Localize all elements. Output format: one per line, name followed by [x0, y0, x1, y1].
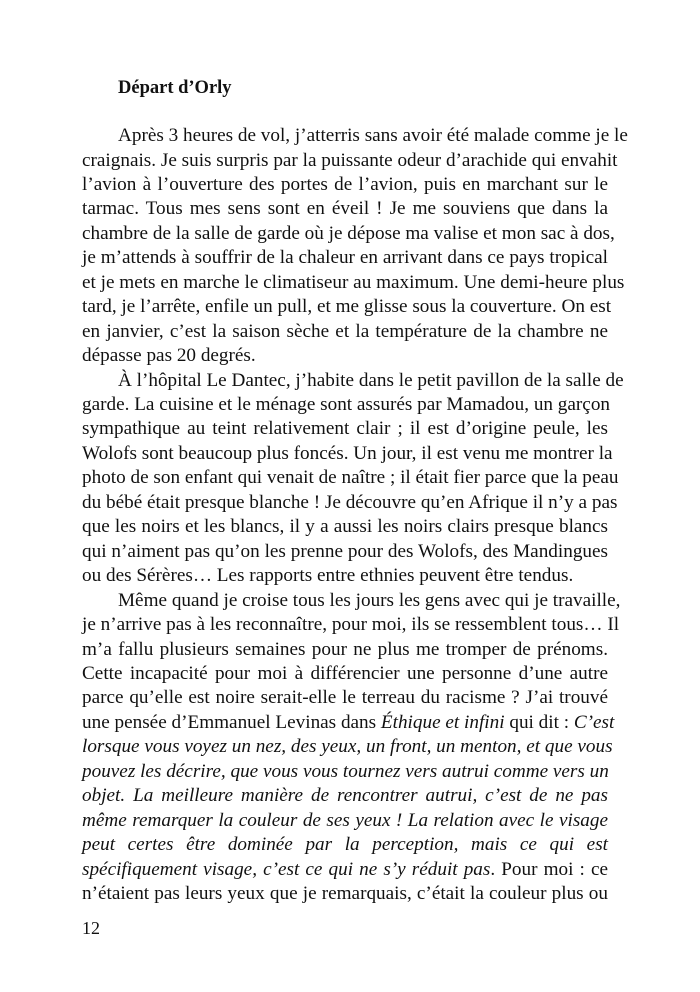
text-line: parce qu’elle est noire serait-elle le terreau du racisme ? J’ai trouvé [82, 687, 608, 709]
page-number: 12 [82, 918, 100, 938]
text-line: n’étaient pas leurs yeux que je remarquais, c’était la couleur plus ou [82, 883, 608, 904]
text-line: que les noirs et les blancs, il y a aussi les noirs clairs presque blancs [82, 516, 608, 538]
text-line: en janvier, c’est la saison sèche et la température de la chambre ne [82, 320, 608, 342]
text-line: craignais. Je suis surpris par la puissante odeur d’arachide qui envahit [82, 149, 618, 171]
text-line: je n’arrive pas à les reconnaître, pour moi, ils se ressemblent tous… Il [82, 614, 620, 635]
text-line: qui n’aiment pas qu’on les prenne pour des Wolofs, des Mandingues [82, 540, 608, 562]
text-line: une pensée d’Emmanuel Levinas dans Éthique et infini qui dit : C’est [82, 711, 615, 733]
text-line: sympathique au teint relativement clair ; il est d’origine peule, les [82, 418, 608, 440]
quote-line: pouvez les décrire, que vous vous tournez vers autrui comme vers un [82, 760, 609, 782]
text-line: Après 3 heures de vol, j’atterris sans avoir été malade comme je le [118, 125, 628, 146]
text-line: et je mets en marche le climatiseur au maximum. Une demi-heure plus [82, 271, 625, 293]
quote-line: objet. La meilleure manière de rencontrer autrui, c’est de ne pas [82, 785, 608, 807]
quote-line: lorsque vous voyez un nez, des yeux, un front, un menton, et que vous [82, 736, 613, 758]
text-line: tard, je l’arrête, enfile un pull, et me glisse sous la couverture. On est [82, 296, 612, 318]
text-line: spécifiquement visage, c’est ce qui ne s’y réduit pas. Pour moi : ce [82, 858, 608, 880]
text-line: Wolofs sont beaucoup plus foncés. Un jour, il est venu me montrer la [82, 442, 613, 464]
text-line: photo de son enfant qui venait de naître ; il était fier parce que la peau [82, 467, 619, 489]
quote-line: même remarquer la couleur de ses yeux ! La relation avec le visage [82, 809, 608, 831]
text-line: Même quand je croise tous les jours les gens avec qui je travaille, [118, 589, 621, 611]
text-line: dépasse pas 20 degrés. [82, 345, 256, 367]
text-line: chambre de la salle de garde où je dépose ma valise et mon sac à dos, [82, 222, 615, 244]
book-title: Éthique et infini [380, 711, 505, 733]
text-line: À l’hôpital Le Dantec, j’habite dans le petit pavillon de la salle de [118, 369, 624, 391]
quote-line: peut certes être dominée par la perception, mais ce qui est [82, 834, 608, 856]
text-line: du bébé était presque blanche ! Je découvre qu’en Afrique il n’y a pas [82, 491, 618, 513]
text-line: m’a fallu plusieurs semaines pour ne plus me tromper de prénoms. [82, 638, 608, 660]
text-line: je m’attends à souffrir de la chaleur en arrivant dans ce pays tropical [82, 247, 608, 269]
text-line: garde. La cuisine et le ménage sont assurés par Mamadou, un garçon [82, 394, 611, 415]
text-line: ou des Sérères… Les rapports entre ethnies peuvent être tendus. [82, 565, 574, 587]
section-title: Départ d’Orly [118, 78, 232, 98]
text-line: l’avion à l’ouverture des portes de l’avion, puis en marchant sur le [82, 173, 608, 195]
text-line: tarmac. Tous mes sens sont en éveil ! Je me souviens que dans la [82, 198, 608, 220]
text-line: Cette incapacité pour moi à différencier une personne d’une autre [82, 662, 608, 684]
